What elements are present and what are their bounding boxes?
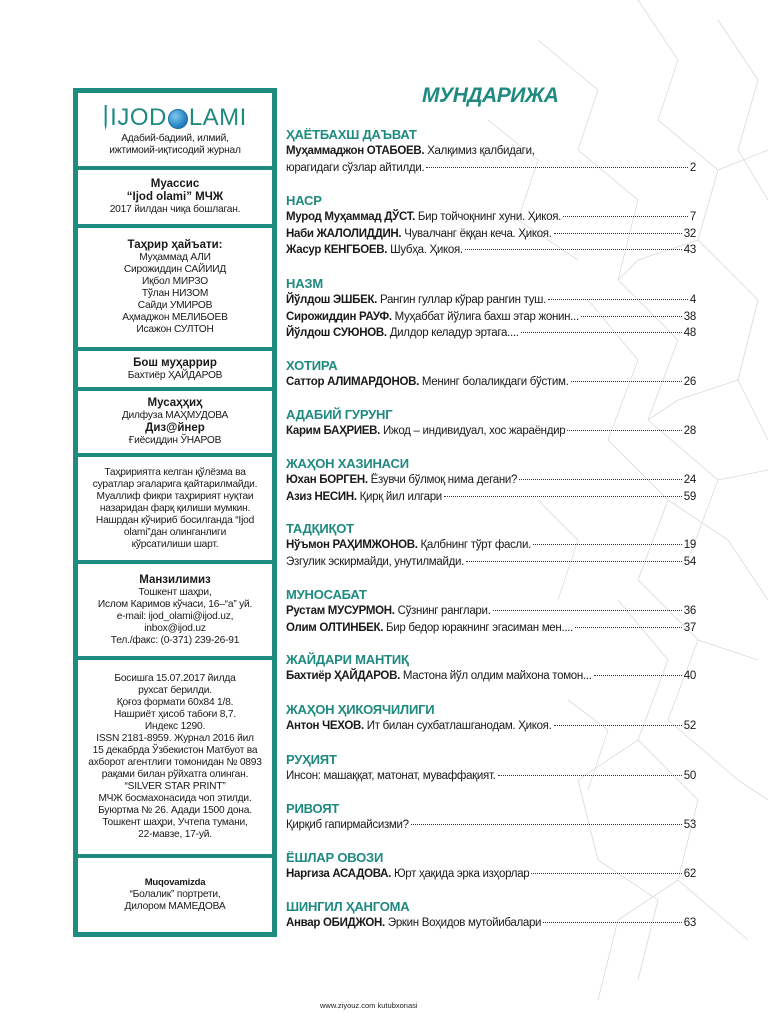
notice-line: суратлар эгаларига қайтарилмайди. — [92, 478, 258, 490]
dot-leader — [581, 316, 682, 317]
dot-leader — [567, 430, 681, 431]
dot-leader — [519, 479, 682, 480]
toc-entry[interactable] — [286, 620, 696, 637]
notice-line: olami”дан олинганлиги — [123, 526, 227, 538]
section-heading: НАСР — [286, 193, 322, 208]
toc-section — [286, 455, 696, 505]
toc-entry[interactable] — [286, 489, 696, 506]
section-heading: ЖАҲОН ҲИКОЯЧИЛИГИ — [286, 702, 435, 717]
board-member: Тўлан НИЗОМ — [141, 288, 209, 299]
chief-name: Бахтиёр ҲАЙДАРОВ — [127, 369, 223, 381]
entry-page: 38 — [683, 310, 696, 323]
toc-entry[interactable] — [286, 226, 696, 243]
print-line: Нашриёт ҳисоб табоғи 8,7. — [114, 709, 236, 720]
entry-author: Олим ОЛТИНБЕК. — [286, 621, 384, 634]
cover-title: Muqovamizda — [144, 877, 206, 888]
dot-leader — [548, 299, 688, 300]
entry-title: Қирқиб гапирмайсизми? — [286, 819, 409, 831]
cover-box — [78, 858, 272, 932]
dot-leader — [411, 824, 682, 825]
address-title: Манзилимиз — [139, 573, 211, 586]
section-heading: ХОТИРА — [286, 358, 338, 373]
proofreader-name: Дилфуза МАҲМУДОВА — [121, 410, 229, 421]
toc-section — [286, 651, 696, 685]
print-line: 22-мавзе, 17-уй. — [138, 829, 212, 840]
cover-line: “Болалик” портрети, — [129, 889, 221, 900]
section-heading: РИВОЯТ — [286, 801, 340, 816]
entry-author: Бахтиёр ҲАЙДАРОВ. — [286, 670, 400, 682]
section-heading: РУҲИЯТ — [286, 752, 337, 767]
board-member: Сайди УМИРОВ — [137, 300, 213, 311]
entry-author: Юхан БОРГЕН. — [286, 474, 368, 486]
section-heading: МУНОСАБАТ — [286, 587, 367, 602]
entry-author: Муҳаммаджон ОТАБОЕВ. — [286, 145, 425, 157]
board-member: Муҳаммад АЛИ — [139, 252, 211, 263]
founder-box — [78, 170, 272, 224]
entry-title: Эркин Воҳидов мутойибалари — [384, 917, 542, 929]
dot-leader — [493, 610, 682, 611]
entry-page: 63 — [683, 917, 696, 929]
toc-entry[interactable] — [286, 309, 696, 326]
entry-title: Менинг болаликдаги бўстим. — [419, 376, 569, 388]
address-line: Тошкент шаҳри, — [138, 586, 212, 598]
email-link[interactable]: e-mail: ijod_olami@ijod.uz, — [116, 610, 234, 622]
notice-line: Таҳририятга келган қўлёзма ва — [104, 466, 246, 478]
board-member: Аҳмаджон МЕЛИБОЕВ — [122, 312, 228, 323]
entry-author: Наргиза АСАДОВА. — [286, 868, 392, 880]
toc-entry[interactable] — [286, 374, 696, 391]
notice-line: назаридан фарқ қилиши мумкин. — [99, 502, 251, 514]
toc-entry[interactable] — [286, 143, 696, 160]
dot-leader — [521, 332, 682, 333]
section-heading: АДАБИЙ ГУРУНГ — [286, 407, 393, 422]
dot-leader — [533, 544, 682, 545]
founder-title: Муассис — [150, 178, 200, 190]
email-link[interactable]: inbox@ijod.uz — [144, 622, 206, 634]
print-line: МЧЖ босмахонасида чоп этилди. — [98, 793, 252, 804]
entry-author: Йўлдош СУЮНОВ. — [286, 327, 387, 339]
entry-author: Анвар ОБИДЖОН. — [286, 917, 385, 929]
masthead-sidebar — [73, 88, 277, 937]
dot-leader — [531, 873, 681, 874]
entry-author: Нўъмон РАҲИМЖОНОВ. — [286, 539, 418, 551]
print-line: Индекс 1290. — [144, 721, 206, 732]
entry-page: 52 — [683, 720, 696, 732]
dot-leader — [554, 233, 682, 234]
notice-line: кўрсатилиши шарт. — [131, 538, 219, 550]
entry-page: 2 — [689, 161, 696, 174]
section-heading: НАЗМ — [286, 276, 323, 291]
designer-title: Диз@йнер — [145, 422, 205, 434]
dot-leader — [554, 725, 682, 726]
section-heading: ТАДҚИҚОТ — [286, 521, 354, 536]
entry-title: Ит билан сухбатлашганодам. Ҳикоя. — [363, 720, 552, 732]
entry-title: Бир бедор юракнинг эгасиман мен.... — [383, 621, 574, 634]
print-line: Қоғоз формати 60x84 1/8. — [116, 697, 234, 708]
dot-leader — [444, 496, 682, 497]
dot-leader — [571, 381, 682, 382]
toc-entry[interactable] — [286, 817, 696, 834]
print-line: рақами билан рўйхатга олинган. — [101, 769, 249, 780]
dot-leader — [466, 561, 682, 562]
entry-author: Йўлдош ЭШБЕК. — [286, 294, 378, 306]
notice-box — [78, 457, 272, 560]
dot-leader — [563, 216, 688, 217]
entry-page: 53 — [683, 819, 696, 831]
entry-page: 24 — [683, 474, 696, 486]
entry-title: Мастона йўл олдим майхона томон... — [399, 670, 592, 682]
dot-leader — [594, 675, 682, 676]
section-heading: ЁШЛАР ОВОЗИ — [286, 850, 384, 865]
globe-icon — [168, 109, 188, 129]
entry-title: Ёзувчи бўлмоқ нима дегани? — [367, 474, 518, 486]
entry-page: 32 — [683, 227, 696, 240]
toc-section — [286, 586, 696, 636]
entry-title: Эзгулик эскирмайди, унутилмайди. — [286, 555, 465, 568]
toc-section — [286, 751, 696, 785]
entry-page: 62 — [683, 868, 696, 880]
entry-page: 48 — [683, 327, 696, 339]
footer-source[interactable]: www.ziyouz.com kutubxonasi — [320, 1001, 418, 1010]
entry-page: 43 — [683, 244, 696, 256]
entry-author: Рустам МУСУРМОН. — [286, 605, 395, 617]
toc-entry[interactable] — [286, 209, 696, 226]
notice-line: Муаллиф фикри таҳририят нуқтаи — [96, 490, 254, 502]
dot-leader — [465, 249, 682, 250]
entry-title: юрагидаги сўзлар айтилди. — [286, 161, 425, 174]
entry-author: Саттор АЛИМАРДОНОВ. — [286, 376, 419, 388]
entry-page: 37 — [683, 621, 696, 634]
toc-entry[interactable] — [286, 866, 696, 883]
toc-section — [286, 126, 696, 176]
logo-box — [78, 93, 272, 166]
entry-author: Сирожиддин РАУФ. — [286, 310, 392, 323]
toc-section — [286, 849, 696, 883]
pen-icon — [103, 105, 108, 131]
toc-section — [286, 701, 696, 735]
entry-page: 40 — [683, 670, 696, 682]
logo-text-1: IJOD — [110, 103, 167, 131]
print-line: Босишга 15.07.2017 йилда — [114, 673, 236, 684]
address-line: Ислом Каримов кўчаси, 16–“а” уй. — [97, 598, 253, 610]
entry-title: Ижод – индивидуал, хос жараёндир — [380, 425, 566, 437]
journal-logo — [82, 105, 268, 131]
toc-section — [286, 520, 696, 570]
founder-name: “Ijod olami” МЧЖ — [126, 191, 224, 203]
toc-section — [286, 898, 696, 932]
entry-page: 54 — [683, 555, 696, 568]
section-heading: ЖАЙДАРИ МАНТИҚ — [286, 652, 409, 667]
toc-entry[interactable] — [286, 554, 696, 571]
entry-title: Сўзнинг ранглари. — [394, 605, 491, 617]
designer-name: Ғиёсиддин ЎНАРОВ — [128, 435, 222, 446]
print-line: “SILVER STAR PRINT” — [124, 781, 226, 792]
entry-title: Қирқ йил илгари — [356, 490, 442, 503]
print-line: 15 декабрда Ўзбекистон Матбуот ва — [92, 745, 258, 756]
toc-section — [286, 406, 696, 440]
toc-entry[interactable] — [286, 472, 696, 489]
entry-page: 7 — [689, 211, 696, 223]
print-line: ISSN 2181-8959. Журнал 2016 йил — [96, 733, 254, 744]
toc-entry[interactable] — [286, 915, 696, 932]
entry-author: Жасур КЕНГБОЕВ. — [286, 244, 388, 256]
entry-title: Шубҳа. Ҳикоя. — [387, 244, 463, 256]
entry-author: Антон ЧЕХОВ. — [286, 720, 364, 732]
entry-title: Қалбнинг тўрт фасли. — [417, 539, 531, 551]
toc-entry[interactable] — [286, 325, 696, 342]
entry-title: Бир тойчоқнинг хуни. Ҳикоя. — [415, 211, 562, 223]
journal-subtitle-1: Адабий-бадиий, илмий, — [121, 132, 229, 144]
toc-entry[interactable] — [286, 768, 696, 785]
entry-page: 36 — [683, 605, 696, 617]
entry-title: Чувалчанг ёққан кеча. Ҳикоя. — [401, 227, 552, 240]
print-line: Тошкент шаҳри, Учтепа тумани, — [102, 817, 248, 828]
logo-text-2: LAMI — [188, 103, 247, 131]
entry-page: 59 — [683, 490, 696, 503]
toc-section — [286, 275, 696, 342]
toc-title: МУНДАРИЖА — [422, 84, 559, 107]
board-member: Исажон СУЛТОН — [136, 324, 214, 335]
toc-section — [286, 192, 696, 259]
toc-entry[interactable] — [286, 718, 696, 735]
entry-author: Мурод Муҳаммад ДЎСТ. — [286, 211, 416, 223]
entry-title: Халқимиз қалбидаги, — [424, 145, 535, 157]
founder-since: 2017 йилдан чиқа бошлаган. — [109, 204, 241, 215]
entry-author: Наби ЖАЛОЛИДДИН. — [286, 227, 402, 240]
section-heading: ЖАҲОН ХАЗИНАСИ — [286, 456, 409, 471]
proofreader-title: Мусаҳҳиҳ — [147, 397, 203, 409]
chief-editor-box — [78, 351, 272, 387]
print-line: рухсат берилди. — [138, 685, 212, 696]
address-box — [78, 564, 272, 656]
dot-leader — [543, 922, 682, 923]
dot-leader — [426, 167, 688, 168]
entry-author: Азиз НЕСИН. — [286, 490, 357, 503]
print-line: Буюртма № 26. Адади 1500 дона. — [98, 805, 252, 816]
section-heading: ШИНГИЛ ҲАНГОМА — [286, 899, 410, 914]
entry-page: 50 — [683, 770, 696, 782]
entry-author: Карим БАҲРИЕВ. — [286, 425, 381, 437]
board-title: Таҳрир ҳайъати: — [127, 239, 223, 251]
toc-entry[interactable] — [286, 537, 696, 554]
dot-leader — [498, 775, 682, 776]
cover-line: Дилором МАМЕДОВА — [124, 901, 226, 912]
toc-entry[interactable] — [286, 423, 696, 440]
journal-subtitle-2: ижтимоий-иқтисодий журнал — [109, 144, 241, 156]
entry-title: Муҳаббат йўлига бахш этар жонин... — [391, 310, 579, 323]
print-line: ахборот агентлиги томонидан № 0893 — [88, 757, 262, 768]
board-member: Сирожиддин САЙИИД — [123, 264, 227, 275]
entry-page: 28 — [683, 425, 696, 437]
toc-section — [286, 357, 696, 391]
editorial-board-box — [78, 228, 272, 347]
toc-entry[interactable] — [286, 603, 696, 620]
toc-entry[interactable] — [286, 242, 696, 259]
entry-page: 26 — [683, 376, 696, 388]
phone-line: Тел./факс: (0-371) 239-26-91 — [110, 634, 240, 646]
board-member: Иқбол МИРЗО — [142, 276, 208, 287]
entry-title: Рангин гуллар кўрар рангин туш. — [377, 294, 546, 306]
chief-title: Бош муҳаррир — [133, 356, 217, 369]
notice-line: Нашрдан кўчириб босилганда “Ijod — [95, 514, 255, 526]
entry-title: Юрт ҳақида эрка изҳорлар — [391, 868, 530, 880]
proofreader-box — [78, 391, 272, 453]
toc-section — [286, 800, 696, 834]
entry-page: 4 — [689, 294, 696, 306]
toc-entry[interactable] — [286, 292, 696, 309]
entry-page: 19 — [683, 539, 696, 551]
print-info-box — [78, 660, 272, 854]
toc-entry[interactable] — [286, 668, 696, 685]
dot-leader — [575, 627, 682, 628]
entry-title: Дилдор келадур эртага.... — [386, 327, 519, 339]
entry-title: Инсон: машаққат, матонат, муваффақият. — [286, 770, 496, 782]
section-heading: ҲАЁТБАХШ ДАЪВАТ — [286, 127, 417, 142]
toc-entry[interactable] — [286, 160, 696, 177]
